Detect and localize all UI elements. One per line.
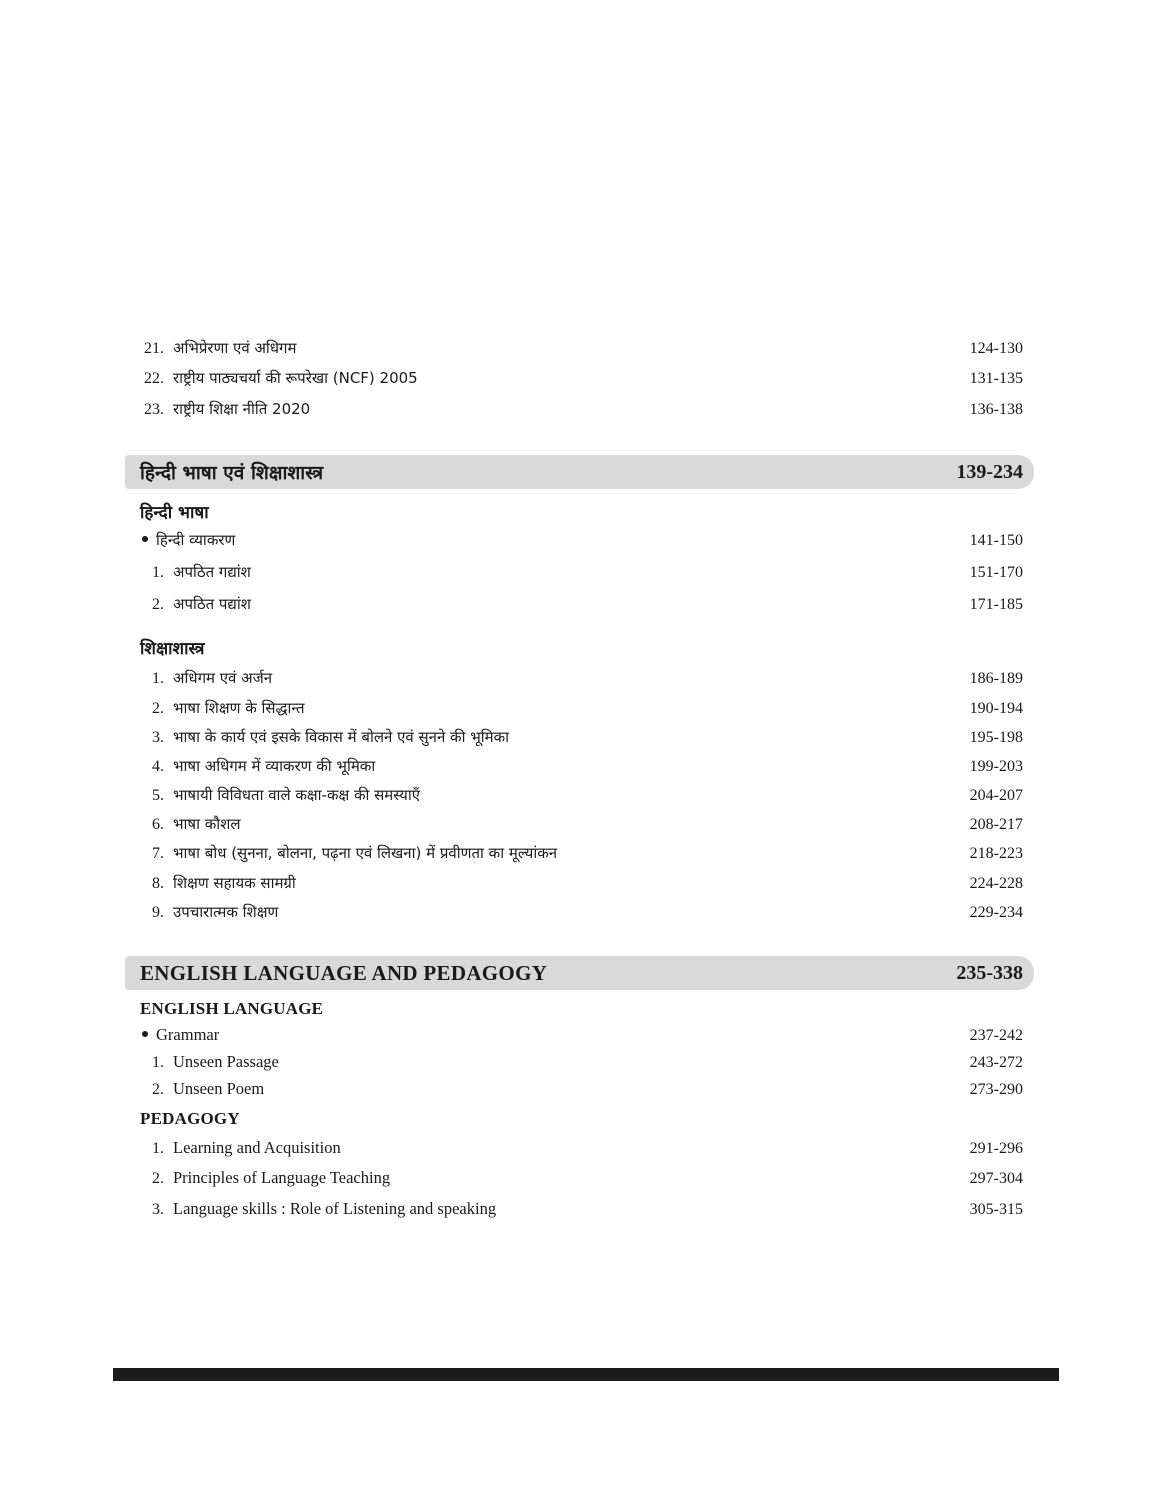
entry-label <box>140 873 296 893</box>
entry-label <box>140 1168 390 1188</box>
entry-page-range: 273-290 <box>969 1081 1023 1098</box>
entry-title: हिन्दी व्याकरण <box>156 531 236 549</box>
entry-title: भाषा कौशल <box>173 815 241 833</box>
section-page-range: 235-338 <box>956 961 1023 984</box>
entry-number: 3. <box>152 729 164 746</box>
entry-number: 21. <box>144 340 164 357</box>
entry-label <box>140 399 310 419</box>
entry-label <box>140 727 509 747</box>
entry-label <box>140 1079 264 1099</box>
toc-entry[interactable] <box>140 1025 1023 1045</box>
entry-label <box>140 368 418 388</box>
toc-entry[interactable] <box>140 698 1023 718</box>
entry-title: Unseen Poem <box>173 1079 265 1098</box>
entry-page-range: 229-234 <box>969 904 1023 921</box>
toc-entry[interactable] <box>140 756 1023 776</box>
entry-label <box>140 843 557 863</box>
entry-number: 5. <box>152 787 164 804</box>
entry-label <box>140 1052 279 1072</box>
entry-page-range: 224-228 <box>969 875 1023 892</box>
subsection-heading: ENGLISH LANGUAGE <box>140 999 324 1018</box>
entry-page-range: 243-272 <box>969 1054 1023 1071</box>
entry-title: भाषा के कार्य एवं इसके विकास में बोलने एवं सुनने की भूमिका <box>173 728 510 746</box>
entry-title: भाषायी विविधता वाले कक्षा-कक्ष की समस्याएँ <box>173 786 420 804</box>
toc-entry[interactable] <box>140 902 1023 922</box>
entry-page-range: 208-217 <box>969 816 1023 833</box>
entry-title: अभिप्रेरणा एवं अधिगम <box>173 339 297 357</box>
entry-number: 8. <box>152 875 164 892</box>
entry-number: 1. <box>152 564 164 581</box>
entry-title: Language skills : Role of Listening and speaking <box>173 1199 497 1218</box>
entry-page-range: 237-242 <box>969 1027 1023 1044</box>
entry-number: 23. <box>144 401 164 418</box>
entry-label <box>140 785 420 805</box>
entry-number: 1. <box>152 1140 164 1157</box>
entry-page-range: 136-138 <box>969 401 1023 418</box>
entry-label <box>140 668 272 688</box>
section-header <box>125 956 1034 990</box>
entry-label <box>140 530 235 550</box>
section-title: हिन्दी भाषा एवं शिक्षाशास्त्र <box>140 462 324 484</box>
toc-entry[interactable] <box>140 368 1023 388</box>
toc-entry[interactable] <box>140 338 1023 358</box>
entry-label <box>140 1025 219 1045</box>
toc-entry[interactable] <box>140 594 1023 614</box>
entry-number: 1. <box>152 670 164 687</box>
entry-title: Grammar <box>156 1025 220 1044</box>
entry-title: भाषा बोध (सुनना, बोलना, पढ़ना एवं लिखना) में प्रवीणता का मूल्यांकन <box>173 844 558 862</box>
toc-entry[interactable] <box>140 1138 1023 1158</box>
entry-number: 6. <box>152 816 164 833</box>
toc-entry[interactable] <box>140 1168 1023 1188</box>
section-page-range: 139-234 <box>956 460 1023 483</box>
toc-entry[interactable] <box>140 562 1023 582</box>
entry-number: 3. <box>152 1201 164 1218</box>
section-title: ENGLISH LANGUAGE AND PEDAGOGY <box>140 960 548 985</box>
entry-number: 4. <box>152 758 164 775</box>
entry-title: भाषा शिक्षण के सिद्धान्त <box>173 699 305 717</box>
bullet-icon <box>142 536 148 542</box>
toc-entry[interactable] <box>140 843 1023 863</box>
toc-entry[interactable] <box>140 873 1023 893</box>
entry-label <box>140 814 241 834</box>
toc-entry[interactable] <box>140 814 1023 834</box>
entry-label <box>140 902 278 922</box>
entry-title: उपचारात्मक शिक्षण <box>173 903 279 921</box>
toc-entry[interactable] <box>140 1199 1023 1219</box>
section-header <box>125 455 1034 489</box>
entry-number: 2. <box>152 700 164 717</box>
entry-title: Principles of Language Teaching <box>173 1168 391 1187</box>
entry-number: 9. <box>152 904 164 921</box>
entry-number: 7. <box>152 845 164 862</box>
entry-number: 22. <box>144 370 164 387</box>
entry-label <box>140 1199 496 1219</box>
entry-page-range: 190-194 <box>969 700 1023 717</box>
entry-page-range: 195-198 <box>969 729 1023 746</box>
entry-page-range: 141-150 <box>969 532 1023 549</box>
toc-entry[interactable] <box>140 530 1023 550</box>
entry-page-range: 204-207 <box>969 787 1023 804</box>
entry-page-range: 199-203 <box>969 758 1023 775</box>
toc-entry[interactable] <box>140 668 1023 688</box>
entry-page-range: 124-130 <box>969 340 1023 357</box>
entry-number: 2. <box>152 596 164 613</box>
entry-label <box>140 338 296 358</box>
entry-label <box>140 562 251 582</box>
toc-entry[interactable] <box>140 399 1023 419</box>
entry-page-range: 171-185 <box>969 596 1023 613</box>
entry-title: Unseen Passage <box>173 1052 279 1071</box>
entry-number: 1. <box>152 1054 164 1071</box>
entry-title: राष्ट्रीय पाठ्यचर्या की रूपरेखा (NCF) 2005 <box>173 369 418 387</box>
footer-bar <box>113 1368 1059 1381</box>
entry-label <box>140 1138 341 1158</box>
entry-label <box>140 756 375 776</box>
entry-page-range: 297-304 <box>969 1170 1023 1187</box>
entry-number: 2. <box>152 1170 164 1187</box>
entry-title: अपठित गद्यांश <box>173 563 251 581</box>
toc-entry[interactable] <box>140 1052 1023 1072</box>
toc-entry[interactable] <box>140 785 1023 805</box>
toc-entry[interactable] <box>140 727 1023 747</box>
subsection-heading: PEDAGOGY <box>140 1109 240 1128</box>
entry-page-range: 218-223 <box>969 845 1023 862</box>
subsection-heading: शिक्षाशास्त्र <box>140 639 205 659</box>
entry-number: 2. <box>152 1081 164 1098</box>
entry-title: अपठित पद्यांश <box>173 595 251 613</box>
entry-page-range: 186-189 <box>969 670 1023 687</box>
entry-title: राष्ट्रीय शिक्षा नीति 2020 <box>173 400 311 418</box>
entry-page-range: 131-135 <box>969 370 1023 387</box>
entry-page-range: 305-315 <box>969 1201 1023 1218</box>
subsection-heading: हिन्दी भाषा <box>140 503 209 523</box>
entry-page-range: 151-170 <box>969 564 1023 581</box>
entry-title: भाषा अधिगम में व्याकरण की भूमिका <box>173 757 376 775</box>
entry-page-range: 291-296 <box>969 1140 1023 1157</box>
entry-title: Learning and Acquisition <box>173 1138 341 1157</box>
entry-label <box>140 594 251 614</box>
entry-title: अधिगम एवं अर्जन <box>173 669 273 687</box>
entry-title: शिक्षण सहायक सामग्री <box>173 874 296 892</box>
entry-label <box>140 698 305 718</box>
bullet-icon <box>142 1031 148 1037</box>
toc-entry[interactable] <box>140 1079 1023 1099</box>
